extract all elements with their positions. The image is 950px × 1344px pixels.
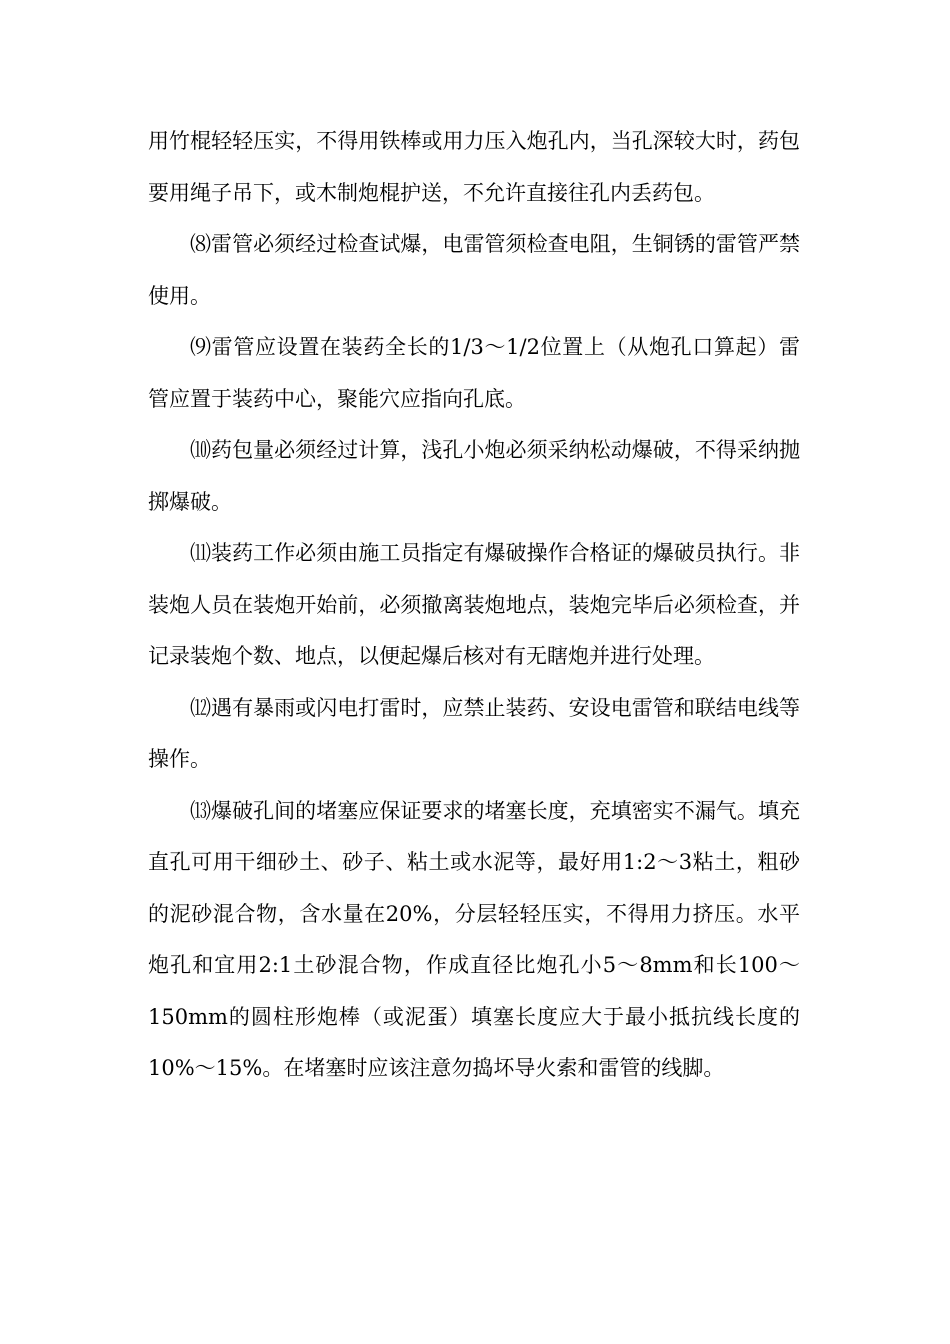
paragraph-item-11: ⑾装药工作必须由施工员指定有爆破操作合格证的爆破员执行。非装炮人员在装炮开始前，必须撤离装炮地点，装炮完毕后必须检查，并记录装炮个数、地点，以便起爆后核对有无瞎炮并进行处理。 [148, 541, 800, 668]
paragraph-continuation: 用竹棍轻轻压实，不得用铁棒或用力压入炮孔内，当孔深较大时，药包要用绳子吊下，或木制炮棍护送，不允许直接往孔内丢药包。 [148, 129, 800, 205]
document-body [148, 116, 800, 1095]
paragraph-item-12: ⑿遇有暴雨或闪电打雷时，应禁止装药、安设电雷管和联结电线等操作。 [148, 695, 800, 771]
paragraph-item-9: ⑼雷管应设置在装药全长的1/3～1/2位置上（从炮孔口算起）雷管应置于装药中心，聚能穴应指向孔底。 [148, 335, 800, 411]
paragraph-item-13: ⒀爆破孔间的堵塞应保证要求的堵塞长度，充填密实不漏气。填充直孔可用干细砂土、砂子、粘土或水泥等，最好用1:2～3粘土，粗砂的泥砂混合物，含水量在20%，分层轻轻压实，不得用力挤压。水平炮孔和宜用2:1土砂混合物，作成直径比炮孔小5～8mm和长100～150mm的圆柱形炮棒（或泥蛋）填塞长度应大于最小抵抗线长度的10%～15%。在堵塞时应该注意勿捣坏导火索和雷管的线脚。 [148, 798, 800, 1080]
paragraph-item-8: ⑻雷管必须经过检查试爆，电雷管须检查电阻，生铜锈的雷管严禁使用。 [148, 232, 800, 308]
paragraph-item-10: ⑽药包量必须经过计算，浅孔小炮必须采纳松动爆破，不得采纳抛掷爆破。 [148, 438, 800, 514]
